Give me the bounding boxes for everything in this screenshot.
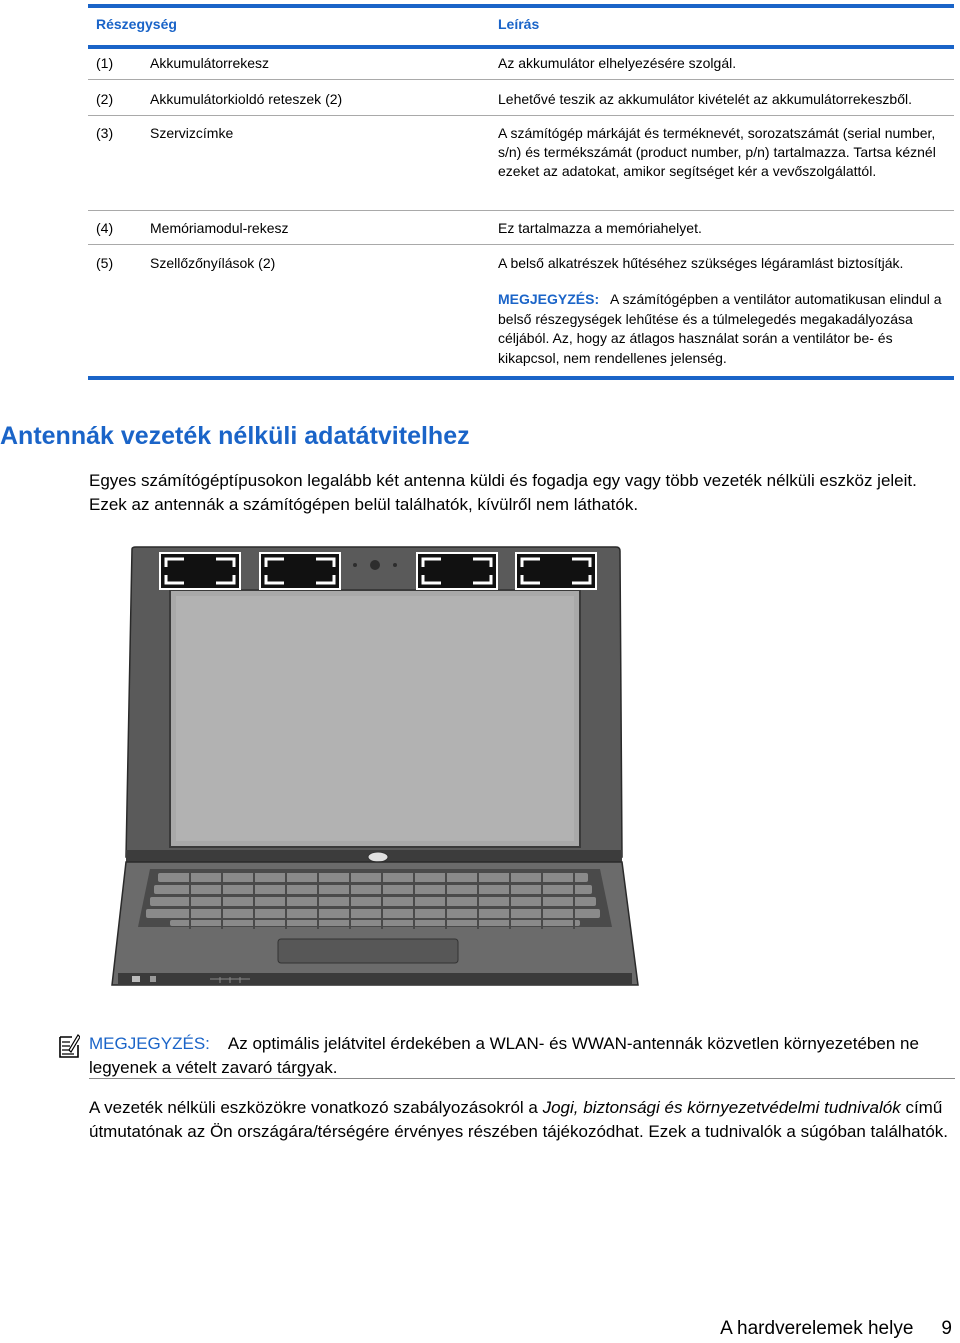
- netbook-antenna-illustration: [110, 545, 640, 1000]
- row-part: Szellőzőnyílások (2): [150, 255, 276, 271]
- wireless-note-label: MEGJEGYZÉS:: [89, 1034, 210, 1053]
- row-number: (4): [96, 220, 114, 236]
- regulatory-paragraph: [89, 1096, 955, 1143]
- row-description: Ez tartalmazza a memóriahelyet.: [498, 220, 702, 236]
- regulatory-doc-title: Jogi, biztonsági és környezetvédelmi tudnivalók: [542, 1098, 901, 1117]
- table-note-label: MEGJEGYZÉS:: [498, 291, 600, 307]
- wireless-note-text: Az optimális jelátvitel érdekében a WLAN- és WWAN-antennák közvetlen környezetében ne legyenek a vételt zavaró tárgyak.: [89, 1034, 919, 1077]
- row-number: (2): [96, 91, 114, 107]
- note-pencil-icon: [58, 1033, 80, 1059]
- section-intro: Egyes számítógéptípusokon legalább két antenna küldi és fogadja egy vagy több vezeték nélküli eszköz jeleit. Ezek az antennák a számítógépen belül találhatók, kívülről nem láthatók.: [89, 471, 917, 514]
- row-part: Akkumulátorkioldó reteszek (2): [150, 91, 343, 107]
- table-header-rule: [88, 45, 954, 49]
- note-rule: [89, 1078, 955, 1079]
- table-note-text: A számítógépben a ventilátor automatikusan elindul a belső részegységek lehűtése és a túlmelegedés megakadályozása céljából. Az, hogy az átlagos használat során a ventilátor be- és kikapcsol, nem rendellenes jelenség.: [498, 291, 942, 366]
- table-note: [498, 290, 954, 368]
- section-heading: Antennák vezeték nélküli adatátvitelhez: [0, 422, 470, 450]
- row-description: A számítógép márkáját és terméknevét, sorozatszámát (serial number, s/n) és termékszámát (product number, p/n) tartalmazza. Tartsa kéznél ezeket az adatokat, amikor segítséget kér a vevőszolgálattól.: [498, 125, 936, 179]
- regulatory-text-before: A vezeték nélküli eszközökre vonatkozó szabályozásokról a: [89, 1098, 543, 1117]
- row-description: Az akkumulátor elhelyezésére szolgál.: [498, 55, 737, 71]
- row-description: A belső alkatrészek hűtéséhez szükséges légáramlást biztosítják.: [498, 255, 904, 271]
- row-number: (3): [96, 125, 114, 141]
- row-part: Memóriamodul-rekesz: [150, 220, 289, 236]
- table-bottom-rule: [88, 376, 954, 380]
- footer-title: A hardverelemek helye: [720, 1318, 914, 1339]
- row-separator: [88, 79, 954, 80]
- row-separator: [88, 244, 954, 245]
- column-header-part: Részegység: [96, 16, 177, 32]
- row-description: Lehetővé teszik az akkumulátor kivételét az akkumulátorrekeszből.: [498, 91, 912, 107]
- wireless-note: [89, 1032, 955, 1079]
- row-part: Akkumulátorrekesz: [150, 55, 270, 71]
- row-number: (1): [96, 55, 114, 71]
- table-top-rule: [88, 4, 954, 8]
- page-number: 9: [941, 1318, 952, 1339]
- column-header-description: Leírás: [498, 16, 540, 32]
- row-part: Szervizcímke: [150, 125, 234, 141]
- row-separator: [88, 210, 954, 211]
- row-number: (5): [96, 255, 114, 271]
- page-footer: [720, 1318, 952, 1340]
- row-separator: [88, 115, 954, 116]
- regulatory-text-after: című útmutatónak az Ön országára/térségére érvényes részében tájékozódhat. Ezek a tudnivalók a súgóban találhatók.: [89, 1098, 949, 1141]
